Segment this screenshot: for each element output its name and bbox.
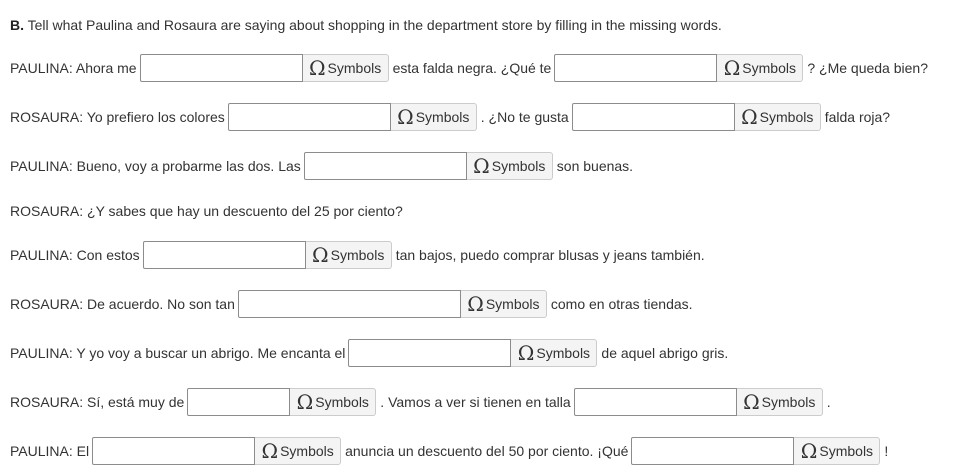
symbols-label: Symbols	[485, 296, 540, 312]
line-2-text-3: falda roja?	[824, 109, 891, 125]
omega-icon: Ω	[473, 154, 490, 178]
line-6-text-2: como en otras tiendas.	[550, 296, 693, 312]
blank-7a	[348, 339, 597, 367]
symbols-label: Symbols	[315, 394, 369, 410]
symbols-button-9a[interactable]	[255, 437, 341, 465]
blank-2b	[572, 103, 821, 131]
symbols-label: Symbols	[536, 345, 591, 361]
omega-icon: Ω	[312, 243, 329, 267]
omega-icon: Ω	[800, 439, 818, 463]
dialogue-line-2	[10, 103, 890, 131]
answer-input-8a[interactable]	[187, 388, 290, 416]
line-1-text-1: PAULINA: Ahora me	[10, 60, 137, 76]
dialogue-line-5	[10, 241, 705, 269]
line-7-text-2: de aquel abrigo gris.	[601, 345, 729, 361]
dialogue-line-6	[10, 290, 693, 318]
answer-input-9b[interactable]	[631, 437, 794, 465]
line-7-text-1: PAULINA: Y yo voy a buscar un abrigo. Me encanta el	[10, 345, 346, 361]
symbols-button-2a[interactable]	[391, 103, 477, 131]
symbols-label: Symbols	[330, 247, 385, 263]
line-8-text-1: ROSAURA: Sí, está muy de	[10, 394, 185, 410]
answer-input-6a[interactable]	[238, 290, 461, 318]
line-3-text-2: son buenas.	[556, 158, 634, 174]
blank-6a	[238, 290, 547, 318]
line-6-text-1: ROSAURA: De acuerdo. No son tan	[10, 296, 235, 312]
line-3-text-1: PAULINA: Bueno, voy a probarme las dos. Las	[10, 158, 301, 174]
blank-9b	[631, 437, 880, 465]
dialogue-line-4	[10, 197, 403, 225]
symbols-button-9b[interactable]	[794, 437, 880, 465]
symbols-button-3a[interactable]	[467, 152, 553, 180]
line-1-text-3: ? ¿Me queda bien?	[807, 60, 928, 76]
line-9-text-3: !	[884, 443, 889, 459]
answer-input-2b[interactable]	[572, 103, 735, 131]
symbols-button-6a[interactable]	[461, 290, 547, 318]
dialogue-line-1	[10, 54, 928, 82]
answer-input-1a[interactable]	[140, 54, 303, 82]
dialogue-line-8	[10, 388, 831, 416]
blank-1b	[554, 54, 803, 82]
line-8-text-3: .	[826, 394, 831, 410]
line-5-text-2: tan bajos, puedo comprar blusas y jeans también.	[395, 247, 705, 263]
symbols-label: Symbols	[761, 394, 816, 410]
instructions	[10, 16, 722, 34]
line-9-text-2: anuncia un descuento del 50 por ciento. ¡Qué	[345, 443, 629, 459]
line-8-text-2: . Vamos a ver si tienen en talla	[380, 394, 571, 410]
answer-input-1b[interactable]	[554, 54, 717, 82]
omega-icon: Ω	[261, 439, 279, 463]
symbols-label: Symbols	[759, 109, 814, 125]
answer-input-9a[interactable]	[92, 437, 255, 465]
omega-icon: Ω	[743, 390, 760, 414]
instructions-label: B.	[10, 17, 24, 33]
line-2-text-2: . ¿No te gusta	[480, 109, 569, 125]
omega-icon: Ω	[397, 105, 414, 129]
omega-icon: Ω	[308, 56, 326, 80]
dialogue-line-7	[10, 339, 728, 367]
line-1-text-2: esta falda negra. ¿Qué te	[392, 60, 552, 76]
symbols-label: Symbols	[280, 443, 334, 459]
answer-input-7a[interactable]	[348, 339, 511, 367]
blank-1a	[140, 54, 389, 82]
blank-3a	[304, 152, 553, 180]
dialogue-line-3	[10, 152, 633, 180]
answer-input-8b[interactable]	[574, 388, 737, 416]
line-5-text-1: PAULINA: Con estos	[10, 247, 140, 263]
line-9-text-1: PAULINA: El	[10, 443, 90, 459]
symbols-label: Symbols	[491, 158, 546, 174]
omega-icon: Ω	[296, 390, 314, 414]
omega-icon: Ω	[741, 105, 758, 129]
answer-input-5a[interactable]	[143, 241, 306, 269]
blank-8a	[187, 388, 376, 416]
symbols-label: Symbols	[819, 443, 874, 459]
symbols-button-5a[interactable]	[306, 241, 392, 269]
symbols-label: Symbols	[742, 60, 796, 76]
omega-icon: Ω	[723, 56, 741, 80]
symbols-label: Symbols	[415, 109, 470, 125]
line-4-text-1: ROSAURA: ¿Y sabes que hay un descuento del 25 por ciento?	[10, 203, 403, 219]
symbols-label: Symbols	[327, 60, 382, 76]
symbols-button-1b[interactable]	[717, 54, 803, 82]
blank-2a	[228, 103, 477, 131]
omega-icon: Ω	[517, 341, 535, 365]
answer-input-2a[interactable]	[228, 103, 391, 131]
blank-8b	[574, 388, 823, 416]
blank-5a	[143, 241, 392, 269]
line-2-text-1: ROSAURA: Yo prefiero los colores	[10, 109, 225, 125]
instructions-text: Tell what Paulina and Rosaura are saying about shopping in the department store by filling in the missing words.	[24, 17, 722, 33]
symbols-button-2b[interactable]	[735, 103, 821, 131]
symbols-button-8a[interactable]	[290, 388, 376, 416]
symbols-button-7a[interactable]	[511, 339, 597, 367]
blank-9a	[92, 437, 341, 465]
symbols-button-8b[interactable]	[737, 388, 823, 416]
omega-icon: Ω	[467, 292, 484, 316]
dialogue-line-9	[10, 437, 888, 465]
answer-input-3a[interactable]	[304, 152, 467, 180]
symbols-button-1a[interactable]	[303, 54, 389, 82]
